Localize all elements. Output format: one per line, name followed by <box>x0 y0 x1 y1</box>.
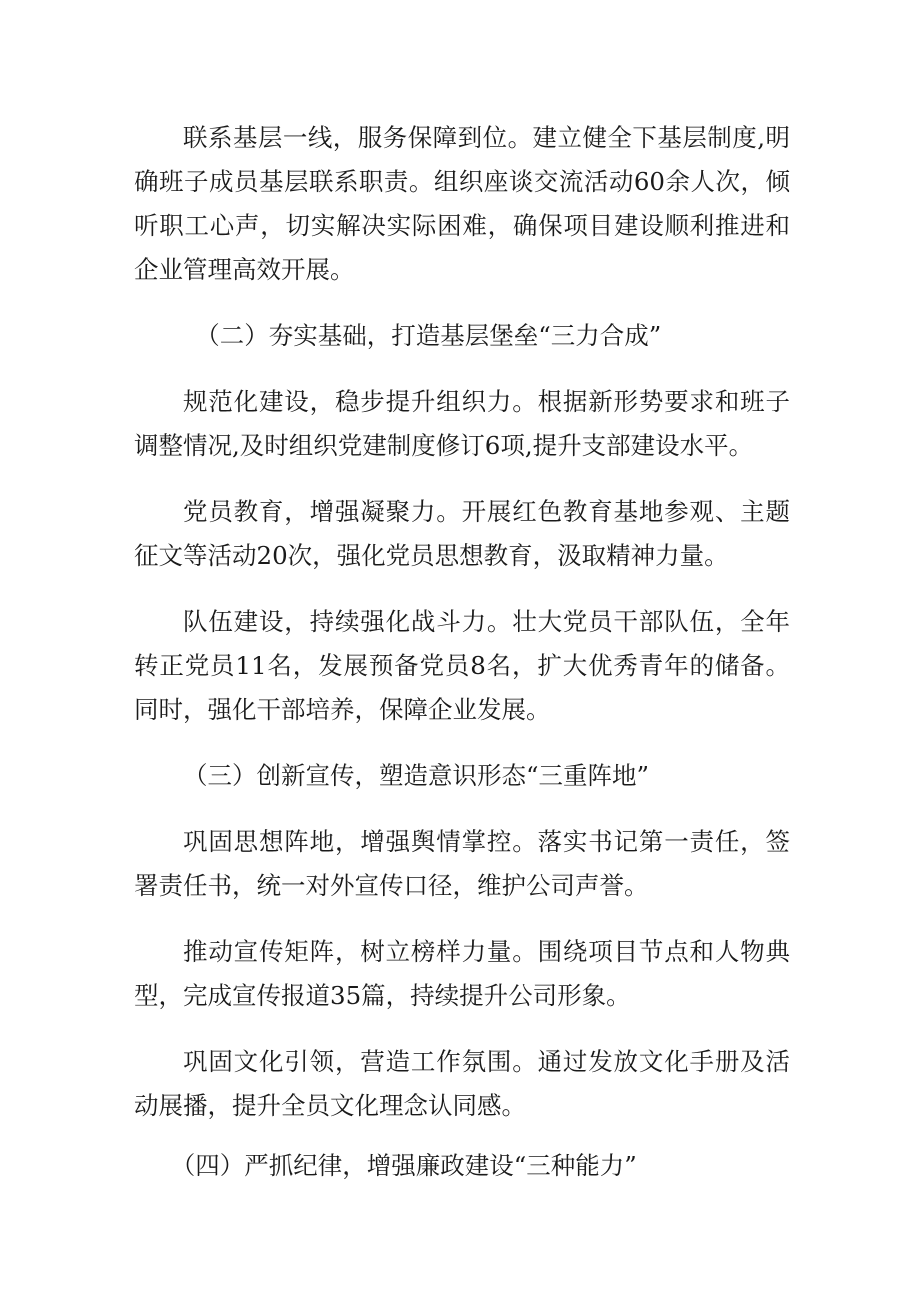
paragraph-culture-leadership: 巩固文化引领，营造工作氛围。通过发放文化手册及活动展播，提升全员文化理念认同感。 <box>134 1047 790 1120</box>
paragraph-grassroots-liaison: 联系基层一线，服务保障到位。建立健全下基层制度,明确班子成员基层联系职责。组织座谈交流活动60余人次，倾听职工心声，切实解决实际困难，确保项目建设顺利推进和企业管理高效开展。 <box>134 123 790 284</box>
paragraph-publicity-matrix: 推动宣传矩阵，树立榜样力量。围绕项目节点和人物典型，完成宣传报道35篇，持续提升公司形象。 <box>134 937 790 1010</box>
section-heading-3: （三）创新宣传，塑造意识形态“三重阵地” <box>183 761 650 790</box>
paragraph-ideology-position: 巩固思想阵地，增强舆情掌控。落实书记第一责任，签署责任书，统一对外宣传口径，维护公司声誉。 <box>134 827 790 900</box>
document-body <box>134 116 790 1210</box>
section-heading-2: （二）夯实基础，打造基层堡垒“三力合成” <box>195 321 662 350</box>
paragraph-standardization: 规范化建设，稳步提升组织力。根据新形势要求和班子调整情况,及时组织党建制度修订6项,提升支部建设水平。 <box>134 387 790 460</box>
paragraph-team-building: 队伍建设，持续强化战斗力。壮大党员干部队伍，全年转正党员11名，发展预备党员8名，扩大优秀青年的储备。同时，强化干部培养，保障企业发展。 <box>134 607 790 724</box>
paragraph-member-education: 党员教育，增强凝聚力。开展红色教育基地参观、主题征文等活动20次，强化党员思想教育，汲取精神力量。 <box>134 497 790 570</box>
section-heading-4: （四）严抓纪律，增强廉政建设“三种能力” <box>170 1151 637 1180</box>
